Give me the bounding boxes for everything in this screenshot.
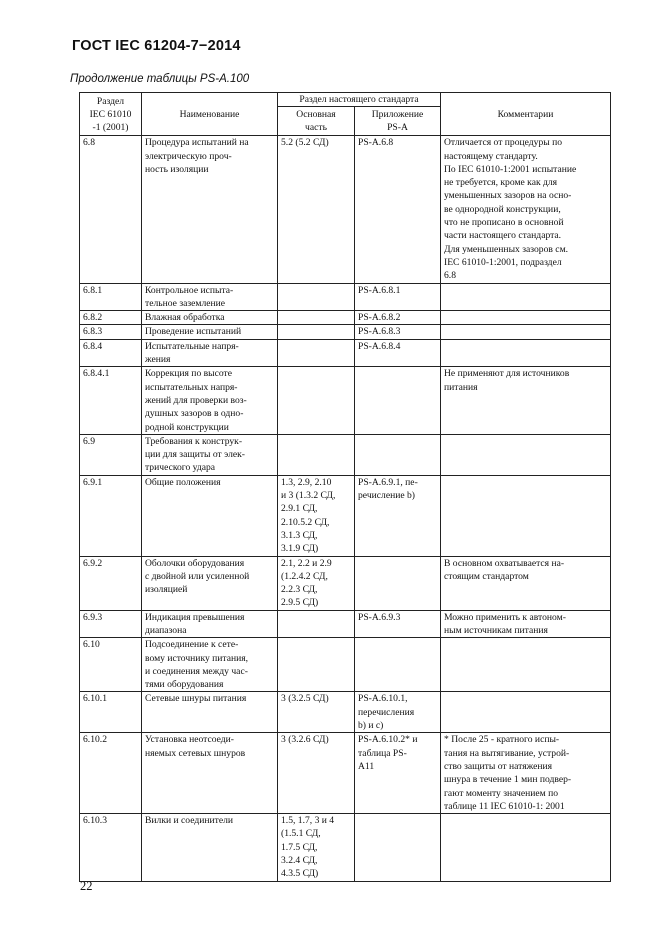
header-annex: Приложение PS-A — [355, 107, 441, 136]
annex-cell: PS-A.6.8.1 — [355, 283, 441, 311]
annex-cell: PS-A.6.8.2 — [355, 311, 441, 325]
name-cell: Процедура испытаний на электрическую проч- ность изоляции — [142, 136, 278, 283]
name-cell: Проведение испытаний — [142, 325, 278, 339]
comment-cell — [441, 434, 611, 475]
annex-cell — [355, 814, 441, 881]
section-cell: 6.9.2 — [80, 556, 142, 610]
table-row — [80, 339, 611, 367]
table-row — [80, 311, 611, 325]
main-part-cell: 1.5, 1.7, 3 и 4 (1.5.1 СД, 1.7.5 СД, 3.2.4 СД, 4.3.5 СД) — [278, 814, 355, 881]
main-part-cell: 1.3, 2.9, 2.10 и 3 (1.3.2 СД, 2.9.1 СД, 2.10.5.2 СД, 3.1.3 СД, 3.1.9 СД) — [278, 475, 355, 556]
annex-cell — [355, 367, 441, 434]
section-cell: 6.9.1 — [80, 475, 142, 556]
comment-cell: * После 25 - кратного испы- тания на вытягивание, устрой- ство защиты от натяжения шнура в течение 1 мин подвер- гают моменту значением по таблице 11 IEC 61010-1: 2001 — [441, 733, 611, 814]
table-row — [80, 610, 611, 638]
annex-cell — [355, 434, 441, 475]
header-name: Наименование — [142, 93, 278, 136]
name-cell: Установка неотсоеди- няемых сетевых шнуров — [142, 733, 278, 814]
table-row — [80, 367, 611, 434]
table-continuation-caption: Продолжение таблицы PS-A.100 — [70, 73, 250, 85]
main-part-cell — [278, 325, 355, 339]
annex-cell: PS-A.6.8.4 — [355, 339, 441, 367]
section-cell: 6.8 — [80, 136, 142, 283]
section-cell: 6.8.4.1 — [80, 367, 142, 434]
comment-cell — [441, 475, 611, 556]
comment-cell: В основном охватывается на- стоящим стандартом — [441, 556, 611, 610]
section-cell: 6.8.4 — [80, 339, 142, 367]
name-cell: Влажная обработка — [142, 311, 278, 325]
name-cell: Индикация превышения диапазона — [142, 610, 278, 638]
section-cell: 6.8.3 — [80, 325, 142, 339]
main-part-cell: 3 (3.2.6 СД) — [278, 733, 355, 814]
header-comments: Комментарии — [441, 93, 611, 136]
main-part-cell — [278, 367, 355, 434]
name-cell: Подсоединение к сете- вому источнику питания, и соединения между час- тями оборудования — [142, 638, 278, 692]
section-cell: 6.10.1 — [80, 692, 142, 733]
annex-cell — [355, 638, 441, 692]
name-cell: Испытательные напря- жения — [142, 339, 278, 367]
name-cell: Коррекция по высоте испытательных напря- жений для проверки воз- душных зазоров в одно- родной конструкции — [142, 367, 278, 434]
name-cell: Оболочки оборудования с двойной или усиленной изоляцией — [142, 556, 278, 610]
annex-cell — [355, 556, 441, 610]
main-part-cell — [278, 283, 355, 311]
table-row — [80, 638, 611, 692]
annex-cell: PS-A.6.8.3 — [355, 325, 441, 339]
section-cell: 6.8.1 — [80, 283, 142, 311]
main-part-cell: 2.1, 2.2 и 2.9 (1.2.4.2 СД, 2.2.3 СД, 2.9.5 СД) — [278, 556, 355, 610]
section-cell: 6.9 — [80, 434, 142, 475]
section-cell: 6.8.2 — [80, 311, 142, 325]
main-part-cell — [278, 434, 355, 475]
comment-cell: Не применяют для источников питания — [441, 367, 611, 434]
name-cell: Общие положения — [142, 475, 278, 556]
table-row — [80, 434, 611, 475]
name-cell: Контрольное испыта- тельное заземление — [142, 283, 278, 311]
header-standard-section: Раздел настоящего стандарта — [278, 93, 441, 107]
section-cell: 6.10.3 — [80, 814, 142, 881]
table-row — [80, 283, 611, 311]
comment-cell — [441, 339, 611, 367]
annex-cell: PS-A.6.10.1, перечисления b) и c) — [355, 692, 441, 733]
comment-cell — [441, 692, 611, 733]
table-row — [80, 814, 611, 881]
table-row — [80, 556, 611, 610]
annex-cell: PS-A.6.10.2* и таблица PS- A11 — [355, 733, 441, 814]
table-row — [80, 325, 611, 339]
name-cell: Вилки и соединители — [142, 814, 278, 881]
main-part-cell — [278, 311, 355, 325]
header-main-part: Основная часть — [278, 107, 355, 136]
page-number: 22 — [80, 879, 93, 893]
section-cell: 6.10.2 — [80, 733, 142, 814]
table-row — [80, 136, 611, 283]
section-cell: 6.10 — [80, 638, 142, 692]
annex-cell: PS-A.6.8 — [355, 136, 441, 283]
table-row — [80, 733, 611, 814]
comment-cell — [441, 325, 611, 339]
annex-cell: PS-A.6.9.3 — [355, 610, 441, 638]
comment-cell — [441, 638, 611, 692]
comment-cell: Можно применить к автоном- ным источникам питания — [441, 610, 611, 638]
name-cell: Требования к конструк- ции для защиты от элек- трического удара — [142, 434, 278, 475]
main-part-cell — [278, 339, 355, 367]
header-iec-section: Раздел IEC 61010 -1 (2001) — [80, 93, 142, 136]
table-row — [80, 475, 611, 556]
table-body — [80, 136, 611, 881]
requirements-table — [79, 92, 611, 882]
section-cell: 6.9.3 — [80, 610, 142, 638]
document-header: ГОСТ IEC 61204-7−2014 — [72, 38, 241, 54]
comment-cell — [441, 283, 611, 311]
table-row — [80, 692, 611, 733]
main-part-cell — [278, 610, 355, 638]
comment-cell — [441, 311, 611, 325]
comment-cell: Отличается от процедуры по настоящему стандарту. По IEC 61010-1:2001 испытание не требуется, кроме как для уменьшенных зазоров на осно- ве однородной конструкции, что не прописано в основной части настоящего стандарта. Для уменьшенных зазоров см. IEC 61010-1:2001, подраздел 6.8 — [441, 136, 611, 283]
comment-cell — [441, 814, 611, 881]
main-part-cell — [278, 638, 355, 692]
annex-cell: PS-A.6.9.1, пе- речисление b) — [355, 475, 441, 556]
main-part-cell: 5.2 (5.2 СД) — [278, 136, 355, 283]
name-cell: Сетевые шнуры питания — [142, 692, 278, 733]
main-part-cell: 3 (3.2.5 СД) — [278, 692, 355, 733]
